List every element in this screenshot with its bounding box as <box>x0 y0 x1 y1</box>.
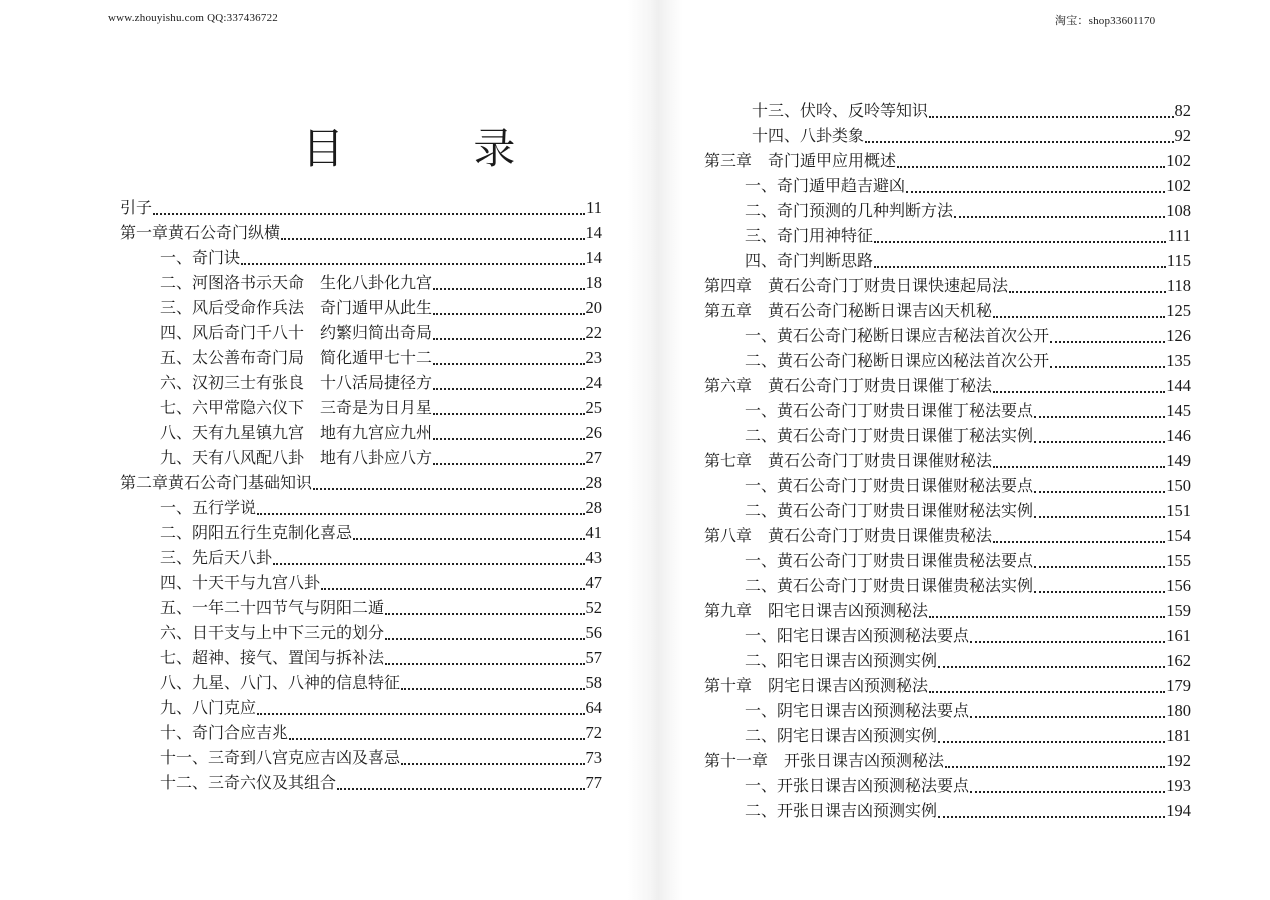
toc-leader-dots <box>313 488 584 490</box>
toc-leader-dots <box>1034 591 1165 593</box>
toc-entry <box>700 546 1191 571</box>
toc-leader-dots <box>993 466 1165 468</box>
toc-leader-dots <box>433 388 584 390</box>
toc-entry <box>120 668 602 693</box>
toc-leader-dots <box>938 816 1165 818</box>
toc-entry-title: 一、阴宅日课吉凶预测秘法要点 <box>745 701 970 720</box>
toc-leader-dots <box>970 641 1165 643</box>
toc-entry-title: 第十章 阴宅日课吉凶预测秘法 <box>704 676 929 695</box>
toc-entry-title: 十一、三奇到八宫克应吉凶及喜忌 <box>160 748 401 767</box>
toc-entry <box>700 621 1191 646</box>
toc-leader-dots <box>273 563 584 565</box>
toc-entry-page-number: 179 <box>1166 676 1191 695</box>
toc-entry-title: 一、五行学说 <box>160 498 257 517</box>
toc-leader-dots <box>865 141 1173 143</box>
toc-entry-title: 二、阳宅日课吉凶预测实例 <box>745 651 938 670</box>
toc-leader-dots <box>153 213 585 215</box>
toc-entry <box>700 421 1191 446</box>
header-taobao-shop: 淘宝：shop33601170 <box>1055 15 1156 27</box>
toc-entry-title: 第九章 阳宅日课吉凶预测秘法 <box>704 601 929 620</box>
toc-entry-title: 二、阴阳五行生克制化喜忌 <box>160 523 353 542</box>
toc-entry-page-number: 181 <box>1166 726 1191 745</box>
toc-entry-page-number: 151 <box>1166 501 1191 520</box>
toc-leader-dots <box>433 288 584 290</box>
toc-entry-title: 二、开张日课吉凶预测实例 <box>745 801 938 820</box>
toc-entry-title: 二、黄石公奇门丁财贵日课催财秘法实例 <box>745 501 1034 520</box>
toc-entry-title: 五、太公善布奇门局 简化遁甲七十二 <box>160 348 433 367</box>
toc-entry <box>120 743 602 768</box>
toc-entry-page-number: 56 <box>585 623 602 642</box>
toc-entry <box>700 171 1191 196</box>
toc-entry-title: 第三章 奇门遁甲应用概述 <box>704 151 897 170</box>
toc-entry <box>120 643 602 668</box>
toc-entry-page-number: 159 <box>1166 601 1191 620</box>
toc-entry-page-number: 77 <box>585 773 602 792</box>
toc-entry <box>120 368 602 393</box>
toc-entry <box>120 568 602 593</box>
toc-leader-dots <box>289 738 584 740</box>
toc-entry-page-number: 162 <box>1166 651 1191 670</box>
toc-leader-dots <box>241 263 584 265</box>
toc-entry-title: 八、九星、八门、八神的信息特征 <box>160 673 401 692</box>
toc-leader-dots <box>993 541 1165 543</box>
toc-leader-dots <box>929 691 1165 693</box>
toc-entry-title: 第十一章 开张日课吉凶预测秘法 <box>704 751 945 770</box>
toc-entry-page-number: 126 <box>1166 326 1191 345</box>
toc-leader-dots <box>257 713 584 715</box>
toc-left-page <box>120 193 602 793</box>
toc-entry <box>700 671 1191 696</box>
toc-leader-dots <box>433 438 584 440</box>
toc-entry-title: 三、奇门用神特征 <box>745 226 874 245</box>
toc-leader-dots <box>353 538 584 540</box>
toc-entry-page-number: 14 <box>585 248 602 267</box>
toc-entry-page-number: 193 <box>1166 776 1191 795</box>
toc-entry-title: 二、阴宅日课吉凶预测实例 <box>745 726 938 745</box>
toc-entry-page-number: 194 <box>1166 801 1191 820</box>
toc-entry <box>120 418 602 443</box>
toc-entry <box>700 96 1191 121</box>
toc-entry-title: 三、先后天八卦 <box>160 548 273 567</box>
toc-leader-dots <box>970 716 1165 718</box>
toc-entry-page-number: 27 <box>585 448 602 467</box>
toc-entry <box>120 343 602 368</box>
toc-entry <box>700 371 1191 396</box>
toc-entry <box>700 271 1191 296</box>
toc-entry <box>120 518 602 543</box>
toc-entry-page-number: 64 <box>585 698 602 717</box>
toc-leader-dots <box>929 616 1165 618</box>
toc-entry-page-number: 146 <box>1166 426 1191 445</box>
toc-entry <box>120 593 602 618</box>
toc-leader-dots <box>385 663 584 665</box>
toc-entry-title: 十、奇门合应吉兆 <box>160 723 289 742</box>
toc-entry-page-number: 111 <box>1167 226 1191 245</box>
toc-entry-title: 一、开张日课吉凶预测秘法要点 <box>745 776 970 795</box>
toc-entry-page-number: 58 <box>585 673 602 692</box>
toc-entry <box>700 146 1191 171</box>
toc-entry <box>700 496 1191 521</box>
toc-entry-page-number: 57 <box>585 648 602 667</box>
toc-entry-title: 六、汉初三士有张良 十八活局捷径方 <box>160 373 433 392</box>
toc-entry-title: 十四、八卦类象 <box>752 126 865 145</box>
toc-leader-dots <box>401 688 584 690</box>
toc-entry <box>700 796 1191 821</box>
toc-entry-page-number: 115 <box>1166 251 1191 270</box>
toc-entry-page-number: 102 <box>1166 151 1191 170</box>
toc-leader-dots <box>1034 441 1165 443</box>
toc-entry <box>120 618 602 643</box>
toc-entry-page-number: 154 <box>1166 526 1191 545</box>
toc-entry-page-number: 156 <box>1166 576 1191 595</box>
toc-entry-title: 第五章 黄石公奇门秘断日课吉凶天机秘 <box>704 301 993 320</box>
toc-entry <box>700 246 1191 271</box>
toc-leader-dots <box>281 238 584 240</box>
toc-entry-title: 八、天有九星镇九宫 地有九宫应九州 <box>160 423 433 442</box>
toc-entry <box>120 318 602 343</box>
toc-entry-title: 四、奇门判断思路 <box>745 251 874 270</box>
toc-entry-title: 第七章 黄石公奇门丁财贵日课催财秘法 <box>704 451 993 470</box>
toc-entry-title: 五、一年二十四节气与阴阳二遁 <box>160 598 385 617</box>
toc-entry <box>700 646 1191 671</box>
toc-entry-page-number: 149 <box>1166 451 1191 470</box>
toc-entry-title: 二、黄石公奇门丁财贵日课催丁秘法实例 <box>745 426 1034 445</box>
toc-leader-dots <box>1034 491 1165 493</box>
toc-entry-page-number: 20 <box>585 298 602 317</box>
toc-leader-dots <box>993 316 1165 318</box>
toc-right-page <box>700 96 1191 821</box>
toc-entry-page-number: 102 <box>1166 176 1191 195</box>
toc-entry <box>120 543 602 568</box>
toc-leader-dots <box>385 638 584 640</box>
toc-leader-dots <box>257 513 584 515</box>
toc-entry-page-number: 14 <box>585 223 602 242</box>
toc-entry-page-number: 180 <box>1166 701 1191 720</box>
toc-entry <box>700 346 1191 371</box>
toc-entry <box>700 521 1191 546</box>
toc-leader-dots <box>385 613 584 615</box>
toc-entry-title: 七、六甲常隐六仪下 三奇是为日月星 <box>160 398 433 417</box>
toc-leader-dots <box>433 413 584 415</box>
toc-leader-dots <box>433 313 584 315</box>
toc-entry-title: 一、奇门遁甲趋吉避凶 <box>745 176 906 195</box>
toc-entry-page-number: 108 <box>1166 201 1191 220</box>
toc-entry <box>120 268 602 293</box>
toc-entry <box>120 493 602 518</box>
toc-entry-page-number: 23 <box>585 348 602 367</box>
toc-entry-title: 七、超神、接气、置闰与拆补法 <box>160 648 385 667</box>
toc-entry <box>120 768 602 793</box>
toc-leader-dots <box>938 666 1165 668</box>
toc-leader-dots <box>897 166 1165 168</box>
toc-entry <box>700 771 1191 796</box>
toc-leader-dots <box>1034 516 1165 518</box>
toc-entry-page-number: 118 <box>1166 276 1191 295</box>
toc-entry-page-number: 25 <box>585 398 602 417</box>
toc-leader-dots <box>874 266 1166 268</box>
toc-leader-dots <box>906 191 1165 193</box>
toc-entry-page-number: 28 <box>585 498 602 517</box>
toc-entry <box>120 718 602 743</box>
page-gutter <box>628 0 683 900</box>
toc-leader-dots <box>938 741 1165 743</box>
toc-entry-page-number: 82 <box>1174 101 1191 120</box>
toc-entry-page-number: 41 <box>585 523 602 542</box>
toc-entry <box>700 571 1191 596</box>
toc-entry-page-number: 125 <box>1166 301 1191 320</box>
toc-entry-page-number: 24 <box>585 373 602 392</box>
toc-entry-title: 一、黄石公奇门丁财贵日课催丁秘法要点 <box>745 401 1034 420</box>
toc-entry-page-number: 47 <box>585 573 602 592</box>
page-title: 目 录 <box>302 124 574 173</box>
toc-entry <box>700 221 1191 246</box>
toc-entry <box>120 293 602 318</box>
toc-entry-page-number: 92 <box>1174 126 1191 145</box>
toc-leader-dots <box>929 116 1173 118</box>
toc-entry-title: 三、风后受命作兵法 奇门遁甲从此生 <box>160 298 433 317</box>
toc-entry <box>700 196 1191 221</box>
toc-entry-page-number: 144 <box>1166 376 1191 395</box>
toc-entry-title: 九、八门克应 <box>160 698 257 717</box>
toc-entry-title: 引子 <box>120 198 153 217</box>
toc-entry-page-number: 28 <box>585 473 602 492</box>
toc-leader-dots <box>1050 341 1165 343</box>
toc-entry-title: 一、阳宅日课吉凶预测秘法要点 <box>745 626 970 645</box>
toc-entry-title: 二、奇门预测的几种判断方法 <box>745 201 954 220</box>
toc-entry-title: 二、黄石公奇门丁财贵日课催贵秘法实例 <box>745 576 1034 595</box>
toc-entry-title: 四、风后奇门千八十 约繁归简出奇局 <box>160 323 433 342</box>
toc-leader-dots <box>321 588 584 590</box>
toc-leader-dots <box>1034 566 1165 568</box>
toc-entry-title: 九、天有八风配八卦 地有八卦应八方 <box>160 448 433 467</box>
toc-entry <box>120 443 602 468</box>
toc-leader-dots <box>433 463 584 465</box>
toc-entry <box>120 393 602 418</box>
toc-entry-title: 六、日干支与上中下三元的划分 <box>160 623 385 642</box>
toc-entry-page-number: 18 <box>585 273 602 292</box>
toc-entry <box>700 296 1191 321</box>
toc-entry-title: 第四章 黄石公奇门丁财贵日课快速起局法 <box>704 276 1009 295</box>
toc-leader-dots <box>993 391 1165 393</box>
toc-entry <box>700 596 1191 621</box>
toc-entry-title: 二、河图洛书示天命 生化八卦化九宫 <box>160 273 433 292</box>
toc-leader-dots <box>874 241 1166 243</box>
toc-entry-page-number: 192 <box>1166 751 1191 770</box>
toc-entry-page-number: 72 <box>585 723 602 742</box>
toc-leader-dots <box>970 791 1165 793</box>
toc-entry-page-number: 161 <box>1166 626 1191 645</box>
toc-leader-dots <box>945 766 1165 768</box>
toc-leader-dots <box>1009 291 1166 293</box>
toc-entry <box>700 696 1191 721</box>
toc-entry-page-number: 135 <box>1166 351 1191 370</box>
toc-entry <box>700 396 1191 421</box>
toc-entry-page-number: 22 <box>585 323 602 342</box>
toc-entry-title: 第八章 黄石公奇门丁财贵日课催贵秘法 <box>704 526 993 545</box>
toc-entry-page-number: 43 <box>585 548 602 567</box>
toc-leader-dots <box>433 363 584 365</box>
header-website-qq: www.zhouyishu.com QQ:337436722 <box>108 12 278 24</box>
toc-entry-page-number: 11 <box>586 198 602 217</box>
toc-entry-title: 第一章黄石公奇门纵横 <box>120 223 281 242</box>
toc-entry-page-number: 150 <box>1166 476 1191 495</box>
toc-entry-title: 一、奇门诀 <box>160 248 241 267</box>
toc-entry-page-number: 155 <box>1166 551 1191 570</box>
toc-entry <box>120 693 602 718</box>
toc-leader-dots <box>401 763 584 765</box>
toc-leader-dots <box>433 338 584 340</box>
toc-entry-title: 第六章 黄石公奇门丁财贵日课催丁秘法 <box>704 376 993 395</box>
toc-entry-title: 四、十天干与九宫八卦 <box>160 573 321 592</box>
toc-entry <box>700 321 1191 346</box>
toc-entry <box>700 471 1191 496</box>
toc-entry <box>700 446 1191 471</box>
toc-entry <box>120 468 602 493</box>
toc-entry <box>700 121 1191 146</box>
toc-entry <box>700 746 1191 771</box>
toc-leader-dots <box>1050 366 1165 368</box>
toc-entry <box>700 721 1191 746</box>
toc-leader-dots <box>954 216 1165 218</box>
toc-leader-dots <box>1034 416 1165 418</box>
toc-leader-dots <box>337 788 584 790</box>
toc-entry-title: 第二章黄石公奇门基础知识 <box>120 473 313 492</box>
toc-entry <box>120 193 602 218</box>
toc-entry-page-number: 26 <box>585 423 602 442</box>
toc-entry-page-number: 52 <box>585 598 602 617</box>
toc-entry-title: 一、黄石公奇门秘断日课应吉秘法首次公开 <box>745 326 1050 345</box>
toc-entry-page-number: 145 <box>1166 401 1191 420</box>
toc-entry-title: 一、黄石公奇门丁财贵日课催财秘法要点 <box>745 476 1034 495</box>
toc-entry <box>120 243 602 268</box>
toc-entry-title: 一、黄石公奇门丁财贵日课催贵秘法要点 <box>745 551 1034 570</box>
toc-entry-title: 二、黄石公奇门秘断日课应凶秘法首次公开 <box>745 351 1050 370</box>
toc-entry <box>120 218 602 243</box>
toc-entry-page-number: 73 <box>585 748 602 767</box>
toc-entry-title: 十二、三奇六仪及其组合 <box>160 773 337 792</box>
toc-entry-title: 十三、伏呤、反呤等知识 <box>752 101 929 120</box>
